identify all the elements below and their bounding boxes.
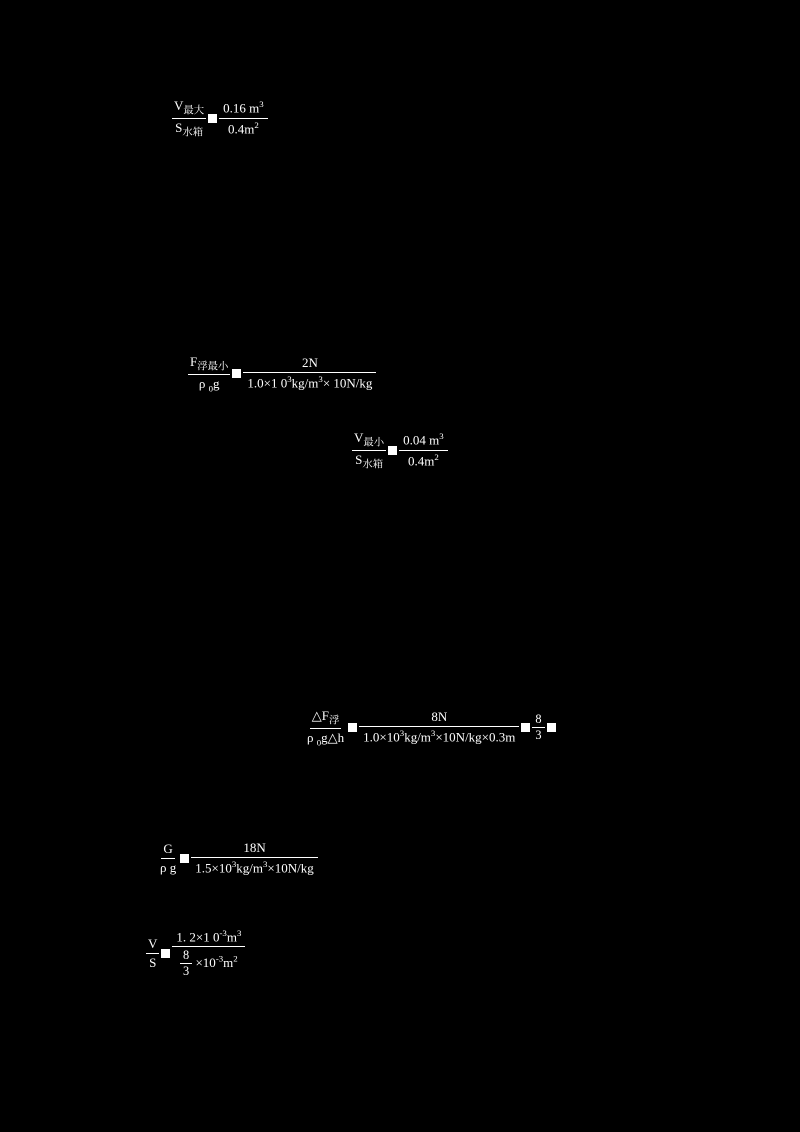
formula-delta-f-buoy [305, 708, 558, 747]
formula-v-min-label [352, 430, 386, 470]
formula-delta-f-buoy-result [532, 712, 544, 743]
formula-delta-f-buoy-label [305, 708, 346, 747]
equals-icon [348, 723, 357, 732]
formula-g-over-rho-g-label [158, 841, 178, 876]
formula-f-buoy-min-value-denominator: 1.0×1 $0^3kg/m^3\times 10N/kg$ [247, 374, 373, 391]
formula-v-max-label [172, 98, 206, 138]
formula-f-buoy-min [188, 354, 376, 393]
formula-v-over-s-label-numerator: V [146, 936, 159, 954]
formula-v-over-s-label-denominator: S [149, 955, 157, 971]
formula-g-over-rho-g [158, 840, 318, 876]
formula-v-over-s-denominator-rest: $\times 10^{-3}m^2$ [195, 953, 238, 970]
formula-delta-f-buoy-label-denominator: ρ $_0$g△h [307, 729, 345, 748]
equals-icon [232, 369, 241, 378]
formula-g-over-rho-g-label-numerator: G [161, 841, 174, 859]
formula-v-min-value [399, 431, 448, 469]
formula-v-min-label-denominator: $S_{水箱}$ [355, 451, 384, 471]
equals-icon [388, 446, 397, 455]
formula-v-max-label-denominator: $S_{水箱}$ [175, 119, 204, 139]
formula-f-buoy-min-label [188, 354, 230, 393]
formula-g-over-rho-g-label-denominator: ρ g [160, 859, 177, 875]
equals-icon [180, 854, 189, 863]
formula-v-min [352, 430, 448, 470]
formula-g-over-rho-g-value [191, 840, 318, 876]
formula-delta-f-buoy-value-denominator: $1.0\times 10^3kg/m^3\times 10N/kg\times 0.3m$ [363, 728, 516, 745]
formula-v-over-s-value-denominator [172, 947, 245, 979]
formula-v-min-value-denominator: $0.4m^2$ [408, 451, 439, 468]
formula-g-over-rho-g-value-denominator: $1.5\times 10^3kg/m^3\times 10N/kg$ [195, 859, 314, 876]
equals-icon [208, 114, 217, 123]
formula-delta-f-buoy-value-numerator: 8N [359, 709, 519, 727]
formula-delta-f-buoy-result-denominator: 3 [535, 728, 542, 743]
formula-delta-f-buoy-value [359, 709, 519, 745]
equals-icon [521, 723, 530, 732]
formula-g-over-rho-g-value-numerator: 18N [191, 840, 318, 858]
formula-v-max [172, 98, 268, 138]
formula-delta-f-buoy-label-numerator: $\triangle F_浮$ [311, 708, 340, 727]
formula-v-over-s [146, 928, 245, 979]
formula-v-over-s-inner-denominator: 3 [183, 964, 190, 979]
equals-icon [547, 723, 556, 732]
formula-f-buoy-min-label-numerator: $F_{浮最小}$ [190, 354, 229, 373]
formula-v-min-value-numerator: 0.04 $m^3$ [399, 431, 448, 450]
formula-v-over-s-value-numerator: 1. 2×1 $0^{-3}m^3$ [172, 928, 245, 947]
formula-f-buoy-min-label-denominator: ρ $_0$g [198, 375, 220, 394]
formula-v-min-label-numerator: $V_{最小}$ [354, 430, 385, 449]
formula-f-buoy-min-value-numerator: 2N [243, 355, 376, 373]
formula-delta-f-buoy-result-numerator: 8 [532, 712, 544, 728]
formula-v-max-value-numerator: 0.16 $m^3$ [219, 99, 268, 118]
formula-v-over-s-inner-numerator: 8 [180, 948, 192, 964]
formula-v-over-s-value [172, 928, 245, 979]
formula-v-max-value-denominator: $0.4m^2$ [228, 119, 259, 136]
formula-f-buoy-min-value [243, 355, 376, 391]
formula-v-max-label-numerator: $V_{最大}$ [174, 98, 205, 117]
formula-v-max-value [219, 99, 268, 137]
formula-v-over-s-label [146, 936, 159, 971]
equals-icon [161, 949, 170, 958]
formula-v-over-s-inner-fraction [180, 948, 192, 979]
